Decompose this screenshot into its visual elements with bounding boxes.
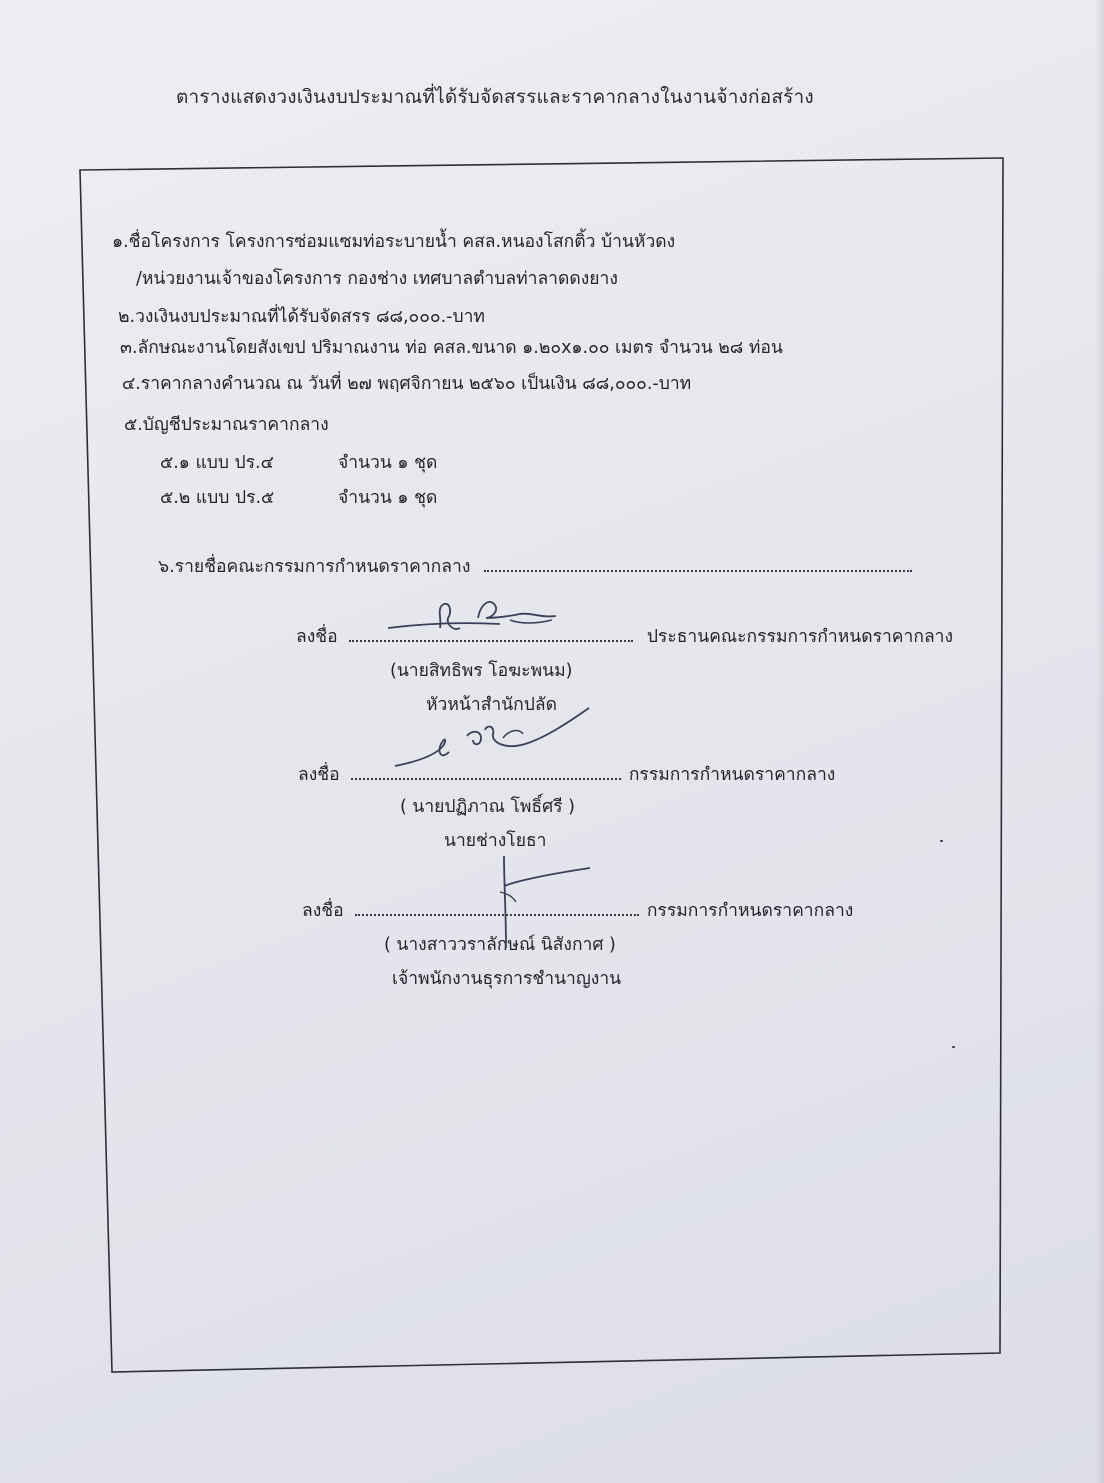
- signature-dotted-line: [355, 900, 639, 916]
- signer-position: หัวหน้าสำนักปลัด: [426, 695, 557, 715]
- signer-position: เจ้าพนักงานธุรการชำนาญงาน: [392, 969, 622, 989]
- sign-label: ลงชื่อ: [298, 765, 340, 785]
- committee-dotted-line: [484, 556, 912, 572]
- signer-role: ประธานคณะกรรมการกำหนดราคากลาง: [646, 627, 954, 647]
- signer-name: (นายสิทธิพร โอฆะพนม): [390, 661, 573, 681]
- signature-dotted-line: [349, 626, 633, 642]
- paper-edge-shadow: [1096, 0, 1104, 1483]
- budget-line: ๒.วงเงินงบประมาณที่ได้รับจัดสรร ๘๘,๐๐๐.-บาท: [118, 307, 485, 327]
- signature-row-member-2: [302, 896, 853, 924]
- signer-position: นายช่างโยธา: [444, 831, 547, 851]
- signer-name: ( นางสาววราลักษณ์ นิสังกาศ ): [384, 935, 616, 955]
- committee-heading-row: [158, 552, 912, 580]
- sign-label: ลงชื่อ: [296, 627, 338, 647]
- signer-name: ( นายปฏิภาณ โพธิ์ศรี ): [400, 797, 575, 817]
- document-title: ตารางแสดงวงเงินงบประมาณที่ได้รับจัดสรรและราคากลางในงานจ้างก่อสร้าง: [176, 86, 814, 108]
- committee-heading: ๖.รายชื่อคณะกรรมการกำหนดราคากลาง: [158, 557, 471, 577]
- agency-line: /หน่วยงานเจ้าของโครงการ กองช่าง เทศบาลตำบลท่าลาดดงยาง: [136, 269, 618, 289]
- project-name-line: ๑.ชื่อโครงการ โครงการซ่อมแซมท่อระบายน้ำ คสล.หนองโสกติ้ว บ้านหัวดง: [112, 232, 676, 252]
- price-list-item-quantity: จำนวน ๑ ชุด: [338, 453, 438, 473]
- signer-role: กรรมการกำหนดราคากลาง: [628, 765, 836, 785]
- reference-price-line: ๔.ราคากลางคำนวณ ณ วันที่ ๒๗ พฤศจิกายน ๒๕๖๐ เป็นเงิน ๘๘,๐๐๐.-บาท: [122, 374, 692, 394]
- sign-label: ลงชื่อ: [302, 901, 344, 921]
- price-list-item-form: ๕.๒ แบบ ปร.๕: [160, 488, 275, 508]
- work-description-line: ๓.ลักษณะงานโดยสังเขป ปริมาณงาน ท่อ คสล.ขนาด ๑.๒๐x๑.๐๐ เมตร จำนวน ๒๘ ท่อน: [120, 338, 783, 358]
- signature-dotted-line: [351, 764, 621, 780]
- price-list-item-quantity: จำนวน ๑ ชุด: [338, 488, 438, 508]
- price-list-heading: ๕.บัญชีประมาณราคากลาง: [124, 415, 329, 435]
- signer-role: กรรมการกำหนดราคากลาง: [646, 901, 854, 921]
- paper-speck: [952, 1046, 955, 1048]
- paper-speck: [940, 840, 943, 842]
- signature-row-member-1: [298, 760, 835, 788]
- signature-row-chairman: [296, 622, 953, 650]
- price-list-item-form: ๕.๑ แบบ ปร.๔: [160, 453, 274, 473]
